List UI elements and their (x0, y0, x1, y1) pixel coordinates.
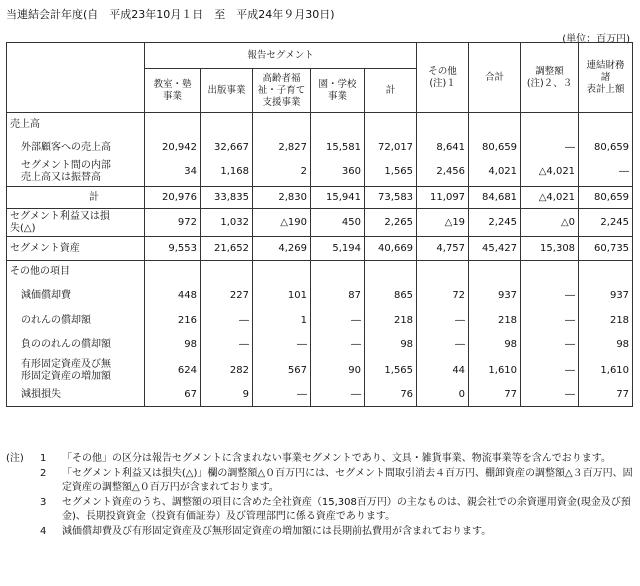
table-cell: 972 (145, 209, 201, 237)
table-cell: ― (311, 309, 365, 333)
table-cell: 77 (579, 385, 633, 407)
table-cell: ― (201, 309, 253, 333)
table-cell: 218 (579, 309, 633, 333)
table-cell: 1,610 (469, 357, 521, 385)
table-cell: 20,976 (145, 187, 201, 209)
note-item (6, 452, 634, 467)
table-cell: 360 (311, 159, 365, 187)
note-item (6, 496, 634, 525)
table-cell: 937 (469, 283, 521, 309)
table-cell: ― (201, 333, 253, 357)
table-cell: 282 (201, 357, 253, 385)
table-cell: 2,245 (579, 209, 633, 237)
table-cell: 865 (365, 283, 417, 309)
table-cell: 76 (365, 385, 417, 407)
table-cell: △4,021 (521, 159, 579, 187)
table-cell: 9,553 (145, 237, 201, 261)
table-cell (417, 113, 469, 137)
table-cell: 450 (311, 209, 365, 237)
table-cell: 15,941 (311, 187, 365, 209)
table-cell: ― (417, 333, 469, 357)
table-cell: 1,168 (201, 159, 253, 187)
table-cell: 227 (201, 283, 253, 309)
table-cell: 40,669 (365, 237, 417, 261)
row-label: 負ののれんの償却額 (7, 333, 145, 357)
table-cell: 4,021 (469, 159, 521, 187)
table-cell: 72,017 (365, 137, 417, 159)
table-cell: △19 (417, 209, 469, 237)
table-cell (145, 261, 201, 283)
table-cell: 98 (365, 333, 417, 357)
table-cell: 448 (145, 283, 201, 309)
table-row (7, 357, 633, 385)
row-label: セグメント利益又は損 失(△) (7, 209, 145, 237)
table-row (7, 187, 633, 209)
table-cell: ― (253, 333, 311, 357)
table-cell: △190 (253, 209, 311, 237)
row-label: その他の項目 (7, 261, 145, 283)
table-cell: 5,194 (311, 237, 365, 261)
table-cell: ― (521, 309, 579, 333)
table-cell (469, 113, 521, 137)
table-cell: 1,610 (579, 357, 633, 385)
table-cell: 84,681 (469, 187, 521, 209)
note-item (6, 525, 634, 540)
row-label: 減価償却費 (7, 283, 145, 309)
table-cell: 2,265 (365, 209, 417, 237)
segment-table (6, 42, 633, 407)
table-cell (145, 113, 201, 137)
note-number: 3 (40, 496, 47, 508)
table-cell: ― (521, 333, 579, 357)
row-label: 外部顧客への売上高 (7, 137, 145, 159)
segment-header: 高齢者福 祉・子育て 支援事業 (253, 69, 311, 113)
report-segment-header: 報告セグメント (145, 43, 417, 69)
table-row (7, 385, 633, 407)
table-cell: 218 (365, 309, 417, 333)
table-cell: 90 (311, 357, 365, 385)
table-cell: 20,942 (145, 137, 201, 159)
table-cell: ― (579, 159, 633, 187)
corner-header (7, 43, 145, 113)
table-cell: 4,757 (417, 237, 469, 261)
row-label: 売上高 (7, 113, 145, 137)
table-cell: 937 (579, 283, 633, 309)
table-cell: 98 (145, 333, 201, 357)
segment-header: 教室・塾 事業 (145, 69, 201, 113)
table-cell: ― (521, 357, 579, 385)
table-cell (521, 261, 579, 283)
table-cell: ― (417, 309, 469, 333)
table-cell (253, 261, 311, 283)
table-row (7, 209, 633, 237)
segment-header: 計 (365, 69, 417, 113)
table-cell: 624 (145, 357, 201, 385)
table-cell: 4,269 (253, 237, 311, 261)
adjustment-header: 調整額 (注)２、３ (521, 43, 579, 113)
table-row (7, 113, 633, 137)
table-cell: ― (311, 385, 365, 407)
table-cell (253, 113, 311, 137)
table-cell: 73,583 (365, 187, 417, 209)
table-cell: 2 (253, 159, 311, 187)
table-cell: △4,021 (521, 187, 579, 209)
table-cell: 218 (469, 309, 521, 333)
table-cell: 77 (469, 385, 521, 407)
table-cell: 1,565 (365, 159, 417, 187)
table-cell: 98 (579, 333, 633, 357)
table-cell: 2,830 (253, 187, 311, 209)
table-cell: 0 (417, 385, 469, 407)
table-cell: ― (521, 283, 579, 309)
table-cell: 80,659 (469, 137, 521, 159)
note-number: 2 (40, 467, 47, 479)
table-cell: ― (253, 385, 311, 407)
row-label: 計 (7, 187, 145, 209)
table-cell: 98 (469, 333, 521, 357)
note-text: 「その他」の区分は報告セグメントに含まれない事業セグメントであり、文具・雑貨事業、物流事業等を含んでおります。 (62, 453, 611, 464)
table-cell: 34 (145, 159, 201, 187)
table-cell (201, 261, 253, 283)
consolidated-header: 連結財務諸 表計上額 (579, 43, 633, 113)
table-row (7, 137, 633, 159)
table-cell: △0 (521, 209, 579, 237)
table-row (7, 333, 633, 357)
table-cell: 15,308 (521, 237, 579, 261)
table-body (7, 113, 633, 407)
table-cell: 15,581 (311, 137, 365, 159)
note-text: セグメント資産のうち、調整額の項目に含めた全社資産（15,308百万円）の主なものは、親会社での余資運用資金(現金及び預金)、長期投資資金（投資有価証券）及び管理部門に係る資産であります。 (62, 496, 631, 522)
table-cell: 44 (417, 357, 469, 385)
table-cell: 72 (417, 283, 469, 309)
table-cell: 67 (145, 385, 201, 407)
table-cell (365, 261, 417, 283)
table-row (7, 237, 633, 261)
table-cell: 567 (253, 357, 311, 385)
notes-head: (注) (6, 453, 24, 464)
table-cell: 1,565 (365, 357, 417, 385)
table-cell: ― (521, 385, 579, 407)
period-title: 当連結会計年度(自 平成23年10月１日 至 平成24年９月30日) (6, 8, 335, 21)
segment-header: 園・学校 事業 (311, 69, 365, 113)
table-cell: 60,735 (579, 237, 633, 261)
table-cell: 87 (311, 283, 365, 309)
table-cell (417, 261, 469, 283)
table-cell: 8,641 (417, 137, 469, 159)
table-cell (201, 113, 253, 137)
row-label: 減損損失 (7, 385, 145, 407)
table-cell: 11,097 (417, 187, 469, 209)
table-row (7, 309, 633, 333)
unit-label: (単位：百万円) (562, 34, 630, 45)
table-cell: 1 (253, 309, 311, 333)
table-cell: 32,667 (201, 137, 253, 159)
segment-header: 出版事業 (201, 69, 253, 113)
notes-section (6, 452, 634, 539)
table-row (7, 283, 633, 309)
table-cell: 216 (145, 309, 201, 333)
table-cell: 2,456 (417, 159, 469, 187)
table-cell (579, 261, 633, 283)
row-label: セグメント間の内部 売上高又は振替高 (7, 159, 145, 187)
note-number: 1 (40, 453, 47, 464)
table-cell: 21,652 (201, 237, 253, 261)
row-label: 有形固定資産及び無 形固定資産の増加額 (7, 357, 145, 385)
note-text: 「セグメント利益又は損失(△)」欄の調整額△０百万円には、セグメント間取引消去４百万円、棚卸資産の調整額△３百万円、固定資産の調整額△０百万円が含まれております。 (62, 467, 633, 493)
table-row (7, 159, 633, 187)
note-number: 4 (40, 525, 47, 537)
table-cell (311, 261, 365, 283)
table-cell: 9 (201, 385, 253, 407)
table-cell: 2,827 (253, 137, 311, 159)
table-cell (311, 113, 365, 137)
table-cell: 33,835 (201, 187, 253, 209)
table-cell: ― (311, 333, 365, 357)
table-cell (579, 113, 633, 137)
table-cell: 80,659 (579, 187, 633, 209)
total-header: 合計 (469, 43, 521, 113)
table-cell (469, 261, 521, 283)
table-cell: 1,032 (201, 209, 253, 237)
table-cell: 45,427 (469, 237, 521, 261)
other-header: その他 (注)１ (417, 43, 469, 113)
row-label: セグメント資産 (7, 237, 145, 261)
table-row (7, 261, 633, 283)
table-cell: ― (521, 137, 579, 159)
note-item (6, 467, 634, 496)
table-cell: 101 (253, 283, 311, 309)
row-label: のれんの償却額 (7, 309, 145, 333)
table-cell: 2,245 (469, 209, 521, 237)
note-text: 減価償却費及び有形固定資産及び無形固定資産の増加額には長期前払費用が含まれております。 (62, 525, 492, 537)
table-cell (365, 113, 417, 137)
table-cell: 80,659 (579, 137, 633, 159)
table-cell (521, 113, 579, 137)
